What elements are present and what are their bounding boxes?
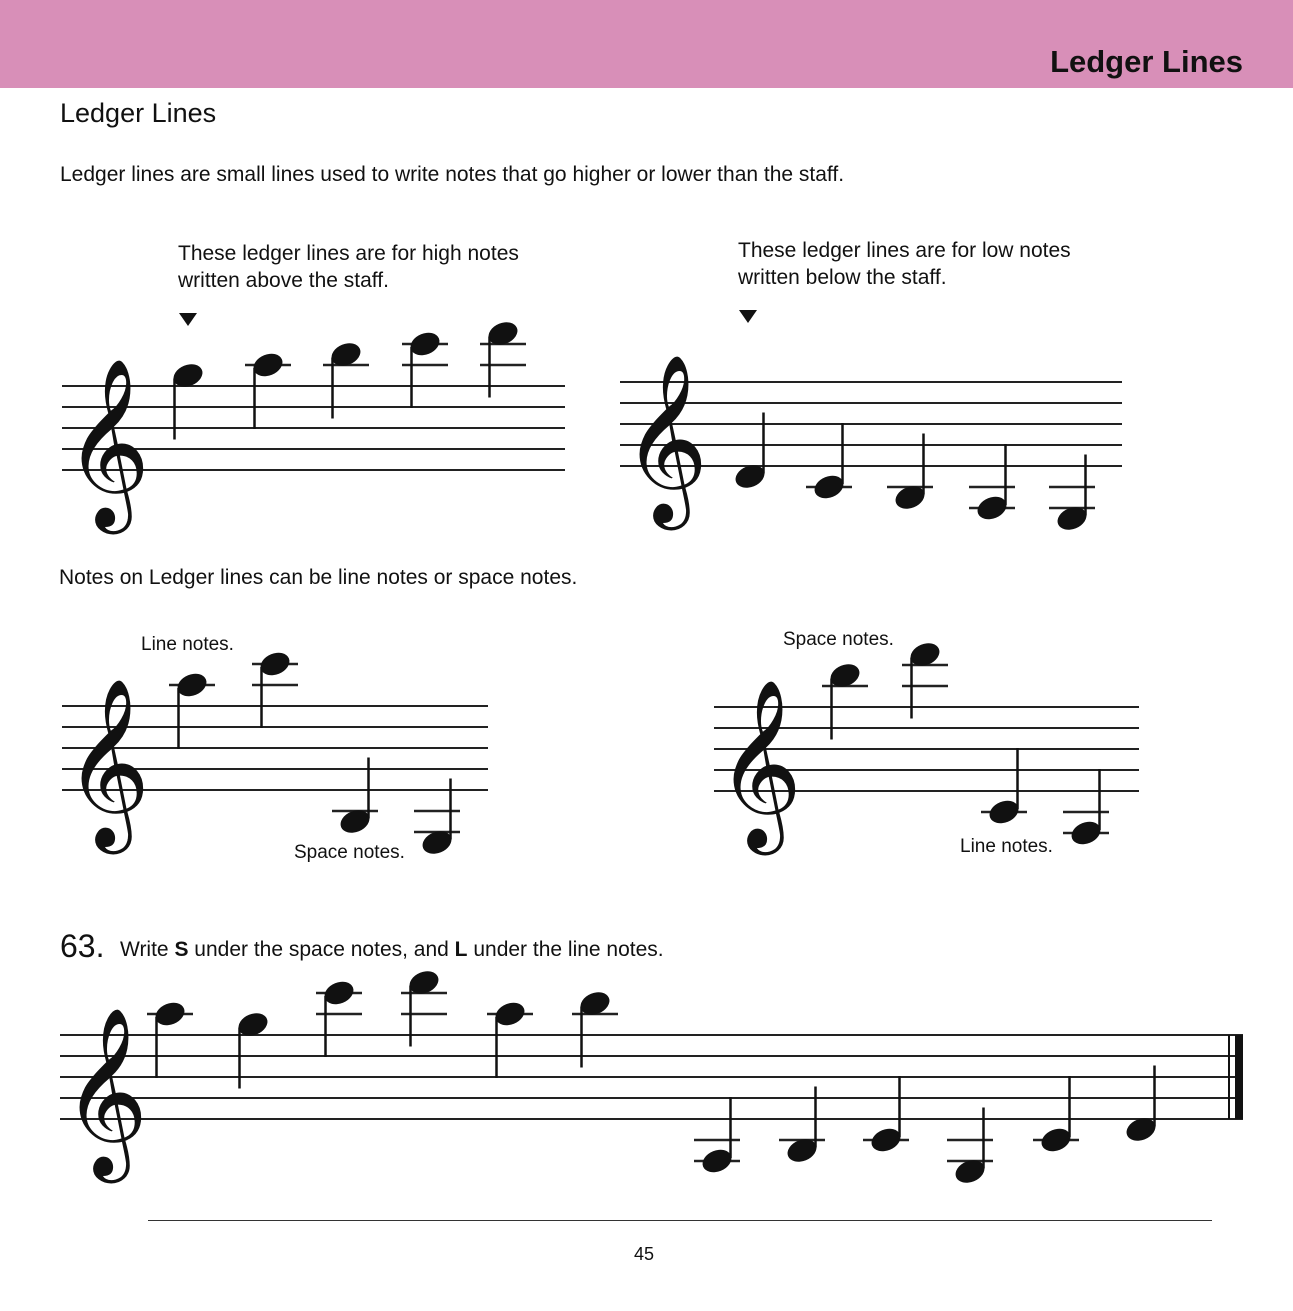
treble-clef-icon: 𝄞 (62, 1006, 149, 1176)
treble-clef-icon: 𝄞 (64, 357, 151, 527)
exercise-text-2: under the space notes, and (188, 938, 455, 961)
exercise-text-1: Write (120, 938, 175, 961)
treble-clef-icon: 𝄞 (622, 353, 709, 523)
exercise-text-3: under the line notes. (467, 938, 664, 961)
caption-low-notes: These ledger lines are for low notes written below the staff. (738, 239, 1071, 289)
exercise-s-letter: S (174, 938, 189, 961)
caption-high-notes: These ledger lines are for high notes written above the staff. (178, 242, 519, 292)
barline-thick (1235, 1035, 1243, 1119)
treble-clef-icon: 𝄞 (64, 677, 151, 847)
exercise-l-letter: L (454, 938, 468, 961)
page-header-title: Ledger Lines (1050, 44, 1243, 79)
label-line-notes-2: Line notes. (960, 836, 1053, 857)
label-space-notes-1: Space notes. (294, 842, 405, 863)
label-line-notes-1: Line notes. (141, 634, 234, 655)
arrow-down-icon (739, 310, 757, 323)
section-title: Ledger Lines (60, 98, 217, 128)
arrow-down-icon (179, 313, 197, 326)
page-number: 45 (634, 1244, 655, 1264)
notes-explanation: Notes on Ledger lines can be line notes or space notes. (59, 566, 578, 589)
label-space-notes-2: Space notes. (783, 629, 894, 650)
intro-text: Ledger lines are small lines used to write notes that go higher or lower than the staff. (60, 163, 845, 186)
treble-clef-icon: 𝄞 (716, 678, 803, 848)
exercise-number: 63. (60, 928, 105, 964)
